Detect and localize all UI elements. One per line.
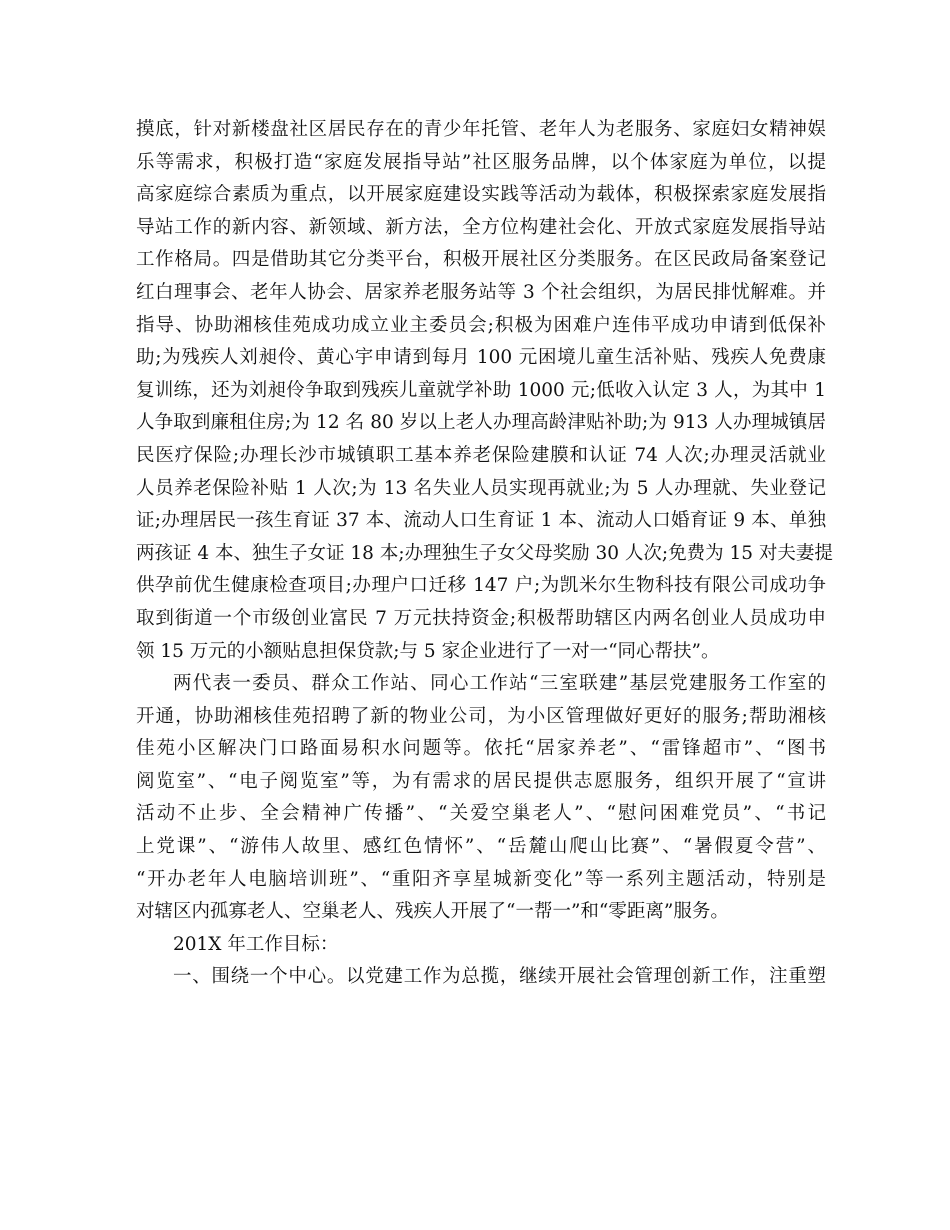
text-line: 两代表一委员、群众工作站、同心工作站“三室联建”基层党建服务工作室的: [173, 673, 826, 695]
text-line: 一、围绕一个中心。以党建工作为总揽，继续开展社会管理创新工作，注重塑: [173, 966, 826, 988]
text-line: 乐等需求，积极打造“家庭发展指导站”社区服务品牌，以个体家庭为单位，以提: [136, 151, 826, 173]
section-heading-work-goals: [136, 929, 826, 962]
text-line: 供孕前优生健康检查项目;办理户口迁移 147 户;为凯米尔生物科技有限公司成功争: [136, 575, 826, 597]
text-line: 证;办理居民一孩生育证 37 本、流动人口生育证 1 本、流动人口婚育证 9 本、单独: [136, 510, 826, 532]
text-line: 人争取到廉租住房;为 12 名 80 岁以上老人办理高龄津贴补助;为 913 人办理城镇居: [136, 412, 826, 434]
text-line: 两孩证 4 本、独生子女证 18 本;办理独生子女父母奖励 30 人次;免费为 15 对夫妻提: [136, 542, 833, 564]
paragraph-goal-one: [136, 961, 826, 994]
document-body: [136, 114, 833, 994]
paragraph-community-services: [136, 114, 833, 668]
text-line: 指导、协助湘核佳苑成功成立业主委员会;积极为困难户连伟平成功申请到低保补: [136, 314, 826, 336]
text-line: 领 15 万元的小额贴息担保贷款;与 5 家企业进行了一对一“同心帮扶”。: [136, 640, 720, 662]
text-line: 上党课”、“游伟人故里、感红色情怀”、“岳麓山爬山比赛”、“暑假夏令营”、: [136, 836, 826, 858]
text-line: 人员养老保险补贴 1 人次;为 13 名失业人员实现再就业;为 5 人办理就、失业登记: [136, 477, 826, 499]
text-line: “开办老年人电脑培训班”、“重阳齐享星城新变化”等一系列主题活动，特别是: [136, 868, 826, 890]
text-line: 佳苑小区解决门口路面易积水问题等。依托“居家养老”、“雷锋超市”、“图书: [136, 738, 826, 760]
text-line: 工作格局。四是借助其它分类平台，积极开展社区分类服务。在区民政局备案登记: [136, 249, 826, 271]
text-line: 201X 年工作目标：: [173, 933, 339, 955]
text-line: 对辖区内孤寡老人、空巢老人、残疾人开展了“一帮一”和“零距离”服务。: [136, 901, 729, 923]
text-line: 摸底，针对新楼盘社区居民存在的青少年托管、老年人为老服务、家庭妇女精神娱: [136, 119, 826, 140]
text-line: 助;为残疾人刘昶伶、黄心宇申请到每月 100 元困境儿童生活补贴、残疾人免费康: [136, 347, 826, 369]
text-line: 活动不止步、全会精神广传播”、“关爱空巢老人”、“慰问困难党员”、“书记: [136, 803, 826, 825]
text-line: 取到街道一个市级创业富民 7 万元扶持资金;积极帮助辖区内两名创业人员成功申: [136, 607, 826, 629]
text-line: 开通，协助湘核佳苑招聘了新的物业公司，为小区管理做好更好的服务;帮助湘核: [136, 705, 826, 727]
text-line: 阅览室”、“电子阅览室”等，为有需求的居民提供志愿服务，组织开展了“宣讲: [136, 770, 826, 792]
text-line: 民医疗保险;办理长沙市城镇职工基本养老保险建膜和认证 74 人次;办理灵活就业: [136, 444, 826, 466]
text-line: 高家庭综合素质为重点，以开展家庭建设实践等活动为载体，积极探索家庭发展指: [136, 184, 826, 206]
text-line: 复训练，还为刘昶伶争取到残疾儿童就学补助 1000 元;低收入认定 3 人，为其中 1: [136, 379, 826, 401]
text-line: 导站工作的新内容、新领域、新方法，全方位构建社会化、开放式家庭发展指导站: [136, 216, 826, 238]
text-line: 红白理事会、老年人协会、居家养老服务站等 3 个社会组织，为居民排忧解难。并: [136, 281, 826, 303]
paragraph-party-building-workroom: [136, 668, 826, 929]
